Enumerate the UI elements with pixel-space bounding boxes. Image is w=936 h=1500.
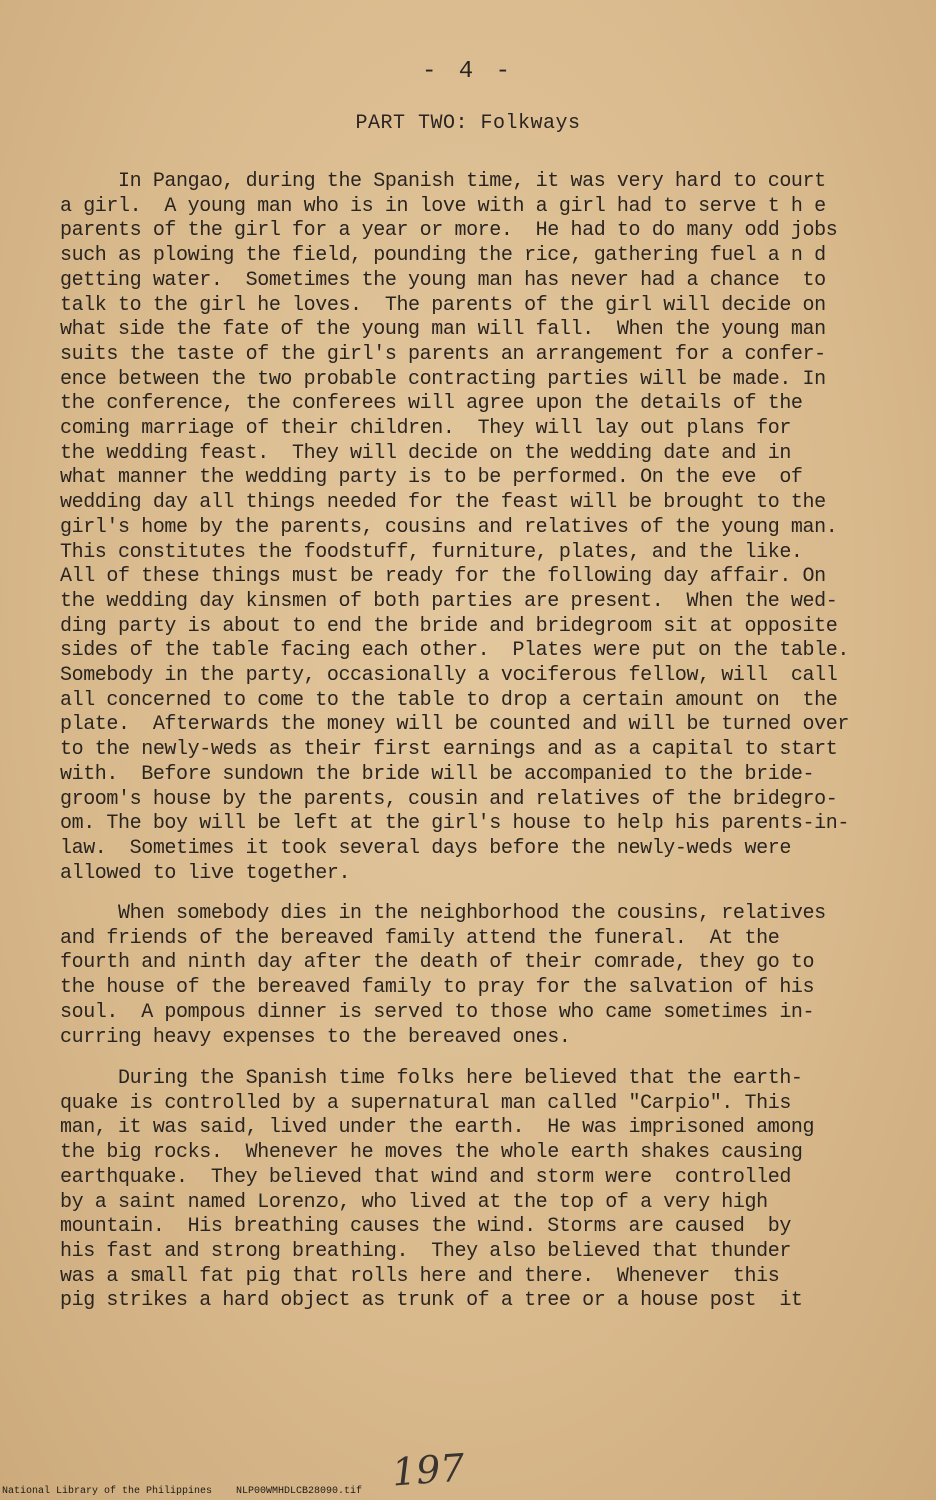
paragraph-beliefs: During the Spanish time folks here believed that the earth- quake is controlled by a supernatural man called "Carpio". This man, it was said, lived under the earth. He was imprisoned among the big rocks. Whenever he moves the whole earth shakes causing earthquake. They believed that wind and storm were controlled by a saint named Lorenzo, who lived at the top of a very high mountain. His breathing causes the wind. Storms are caused by his fast and strong breathing. They also believed that thunder was a small fat pig that rolls here and there. Whenever this pig strikes a hard object as trunk of a tree or a house post it [60, 1067, 815, 1313]
section-heading: PART TWO: Folkways [355, 112, 581, 135]
paragraph-courtship: In Pangao, during the Spanish time, it was very hard to court a girl. A young man who is in love with a girl had to serve t h e parents of the girl for a year or more. He had to do many odd jobs such as plowing the field, pounding the rice, gathering fuel a n d getting water. Sometimes the young man has never had a chance to talk to the girl he loves. The parents of the girl will decide on what side the fate of the young man will fall. When the young man suits the taste of the girl's parents an arrangement for a confer- ence between the two probable contracting parties will be made. In the conference, the conferees will agree upon the details of the coming marriage of their children. They will lay out plans for the wedding feast. They will decide on the wedding date and in what manner the wedding party is to be performed. On the eve of wedding day all things needed for the feast will be brought to the girl's home by the parents, cousins and relatives of the young man. This constitutes the foodstuff, furniture, plates, and the like. All of these things must be ready for the following day affair. On the wedding day kinsmen of both parties are present. When the wed- ding party is about to end the bride and bridegroom sit at opposite sides of the table facing each other. Plates were put on the table. Somebody in the party, occasionally a vociferous fellow, will call all concerned to come to the table to drop a certain amount on the plate. Afterwards the money will be counted and will be turned over to the newly-weds as their first earnings and as a capital to start with. Before sundown the bride will be accompanied to the bride- groom's house by the parents, cousin and relatives of the bridegro- om. The boy will be left at the girl's house to help his parents-in- law. Sometimes it took several days before the newly-weds were allowed to live together. [60, 170, 849, 885]
page-number: - 4 - [421, 58, 514, 85]
handwritten-folio-number: 197 [390, 1445, 466, 1495]
paragraph-funeral: When somebody dies in the neighborhood the cousins, relatives and friends of the bereaved family attend the funeral. At the fourth and ninth day after the death of their comrade, they go to the house of the bereaved family to pray for the salvation of his soul. A pompous dinner is served to those who came sometimes in- curring heavy expenses to the bereaved ones. [60, 902, 826, 1049]
archive-footer: National Library of the Philippines NLP00WMHDLCB28090.tif [2, 1486, 363, 1497]
